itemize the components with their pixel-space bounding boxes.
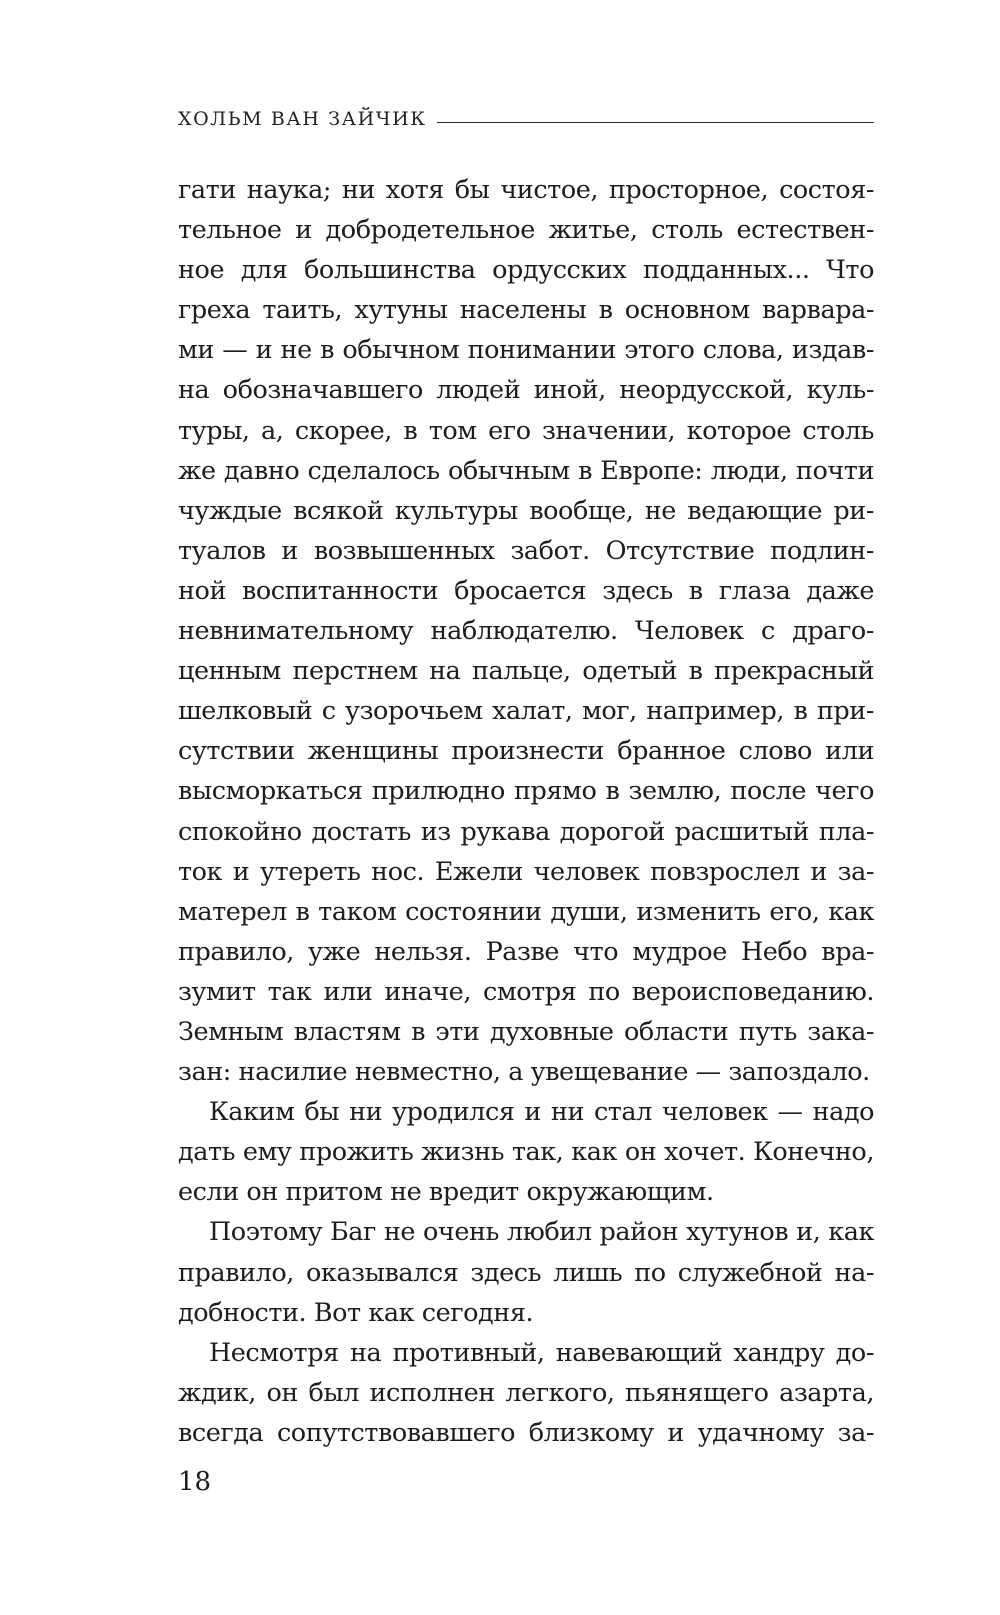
running-head-title: ХОЛЬМ ВАН ЗАЙЧИК bbox=[178, 108, 427, 130]
text-line: же давно сделалось обычным в Европе: люди, почти bbox=[178, 455, 874, 486]
text-line: туалов и возвышенных забот. Отсутствие подлин- bbox=[178, 535, 874, 566]
paragraph-end-line: добности. Вот как сегодня. bbox=[178, 1297, 534, 1328]
text-line: ток и утереть нос. Ежели человек повзрослел и за- bbox=[178, 856, 874, 887]
paragraph-first-line: Каким бы ни уродился и ни стал человек — надо bbox=[209, 1097, 874, 1128]
text-line: спокойно достать из рукава дорогой расшитый пла- bbox=[178, 816, 874, 847]
text-line: Земным властям в эти духовные области путь зака- bbox=[178, 1016, 874, 1047]
text-line: ми — и не в обычном понимании этого слова, издав- bbox=[178, 335, 874, 366]
text-line: греха таить, хутуны населены в основном варвара- bbox=[178, 295, 874, 326]
text-line: сутствии женщины произнести бранное слово или bbox=[178, 736, 874, 767]
text-line: матерел в таком состоянии души, изменить его, как bbox=[178, 896, 874, 927]
text-line: всегда сопутствовавшего близкому и удачному за- bbox=[178, 1417, 874, 1448]
text-line: высморкаться прилюдно прямо в землю, после чего bbox=[178, 776, 874, 807]
text-line: правило, уже нельзя. Разве что мудрое Небо вра- bbox=[178, 936, 874, 967]
paragraph-end-line: если он притом не вредит окружающим. bbox=[178, 1177, 714, 1208]
text-line: невнимательному наблюдателю. Человек с драго- bbox=[178, 616, 874, 647]
text-line: гати наука; ни хотя бы чистое, просторное, состоя- bbox=[178, 175, 874, 205]
text-line: дать ему прожить жизнь так, как он хочет. Конечно, bbox=[178, 1137, 874, 1168]
paragraph-first-line: Несмотря на противный, навевающий хандру до- bbox=[209, 1337, 874, 1368]
text-line: ценным перстнем на пальце, одетый в прекрасный bbox=[178, 656, 874, 687]
running-head bbox=[178, 104, 874, 134]
running-head-rule bbox=[437, 122, 874, 123]
body-text bbox=[178, 170, 874, 1453]
text-line: тельное и добродетельное житье, столь естествен- bbox=[178, 215, 874, 246]
text-line: ждик, он был исполнен легкого, пьянящего азарта, bbox=[178, 1377, 874, 1408]
text-line: правило, оказывался здесь лишь по служебной на- bbox=[178, 1257, 874, 1288]
page-number: 18 bbox=[178, 1467, 212, 1497]
text-line: туры, а, скорее, в том его значении, которое столь bbox=[178, 415, 874, 446]
paragraph-end-line: зан: насилие невместно, а увещевание — запоздало. bbox=[178, 1057, 870, 1088]
text-line: шелковый с узорочьем халат, мог, например, в при- bbox=[178, 696, 874, 727]
text-line: зумит так или иначе, смотря по вероисповеданию. bbox=[178, 976, 874, 1007]
text-line: на обозначавшего людей иной, неордусской, куль- bbox=[178, 375, 874, 406]
text-line: ной воспитанности бросается здесь в глаза даже bbox=[178, 575, 874, 606]
text-line: ное для большинства ордусских подданных... Что bbox=[178, 255, 874, 286]
text-line: чуждые всякой культуры вообще, не ведающие ри- bbox=[178, 495, 874, 526]
paragraph-first-line: Поэтому Баг не очень любил район хутунов и, как bbox=[209, 1217, 874, 1248]
